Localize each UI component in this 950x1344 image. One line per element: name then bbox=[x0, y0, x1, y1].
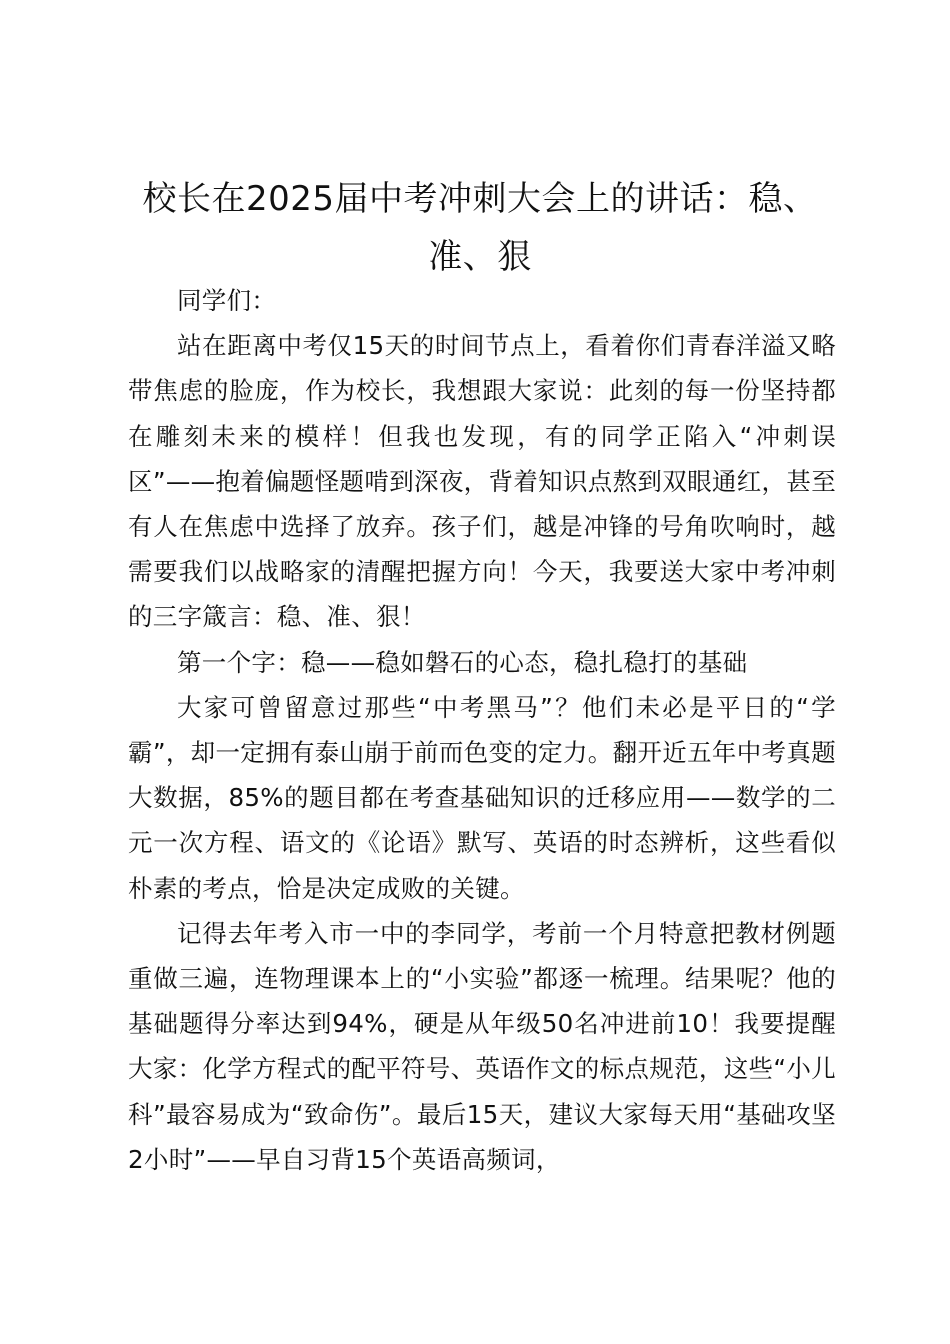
body-paragraph: 记得去年考入市一中的李同学，考前一个月特意把教材例题重做三遍，连物理课本上的“小实验”都逐一梳理。结果呢？他的基础题得分率达到94%，硬是从年级50名冲进前10！我要提醒大家：化学方程式的配平符号、英语作文的标点规范，这些“小儿科”最容易成为“致命伤”。最后15天，建议大家每天用“基础攻坚2小时”——早自习背15个英语高频词， bbox=[128, 918, 836, 1174]
section-heading-stable: 第一个字：稳——稳如磐石的心态，稳扎稳打的基础 bbox=[177, 647, 748, 677]
intro-paragraph: 站在距离中考仅15天的时间节点上，看着你们青春洋溢又略带焦虑的脸庞，作为校长，我想跟大家说：此刻的每一份坚持都在雕刻未来的模样！但我也发现，有的同学正陷入“冲刺误区”——抱着偏题怪题啃到深夜，背着知识点熬到双眼通红，甚至有人在焦虑中选择了放弃。孩子们，越是冲锋的号角吹响时，越需要我们以战略家的清醒把握方向！今天，我要送大家中考冲刺的三字箴言：稳、准、狠！ bbox=[128, 331, 836, 632]
salutation-paragraph: 同学们： bbox=[177, 286, 277, 315]
body-paragraph: 大家可曾留意过那些“中考黑马”？他们未必是平日的“学霸”，却一定拥有泰山崩于前而色变的定力。翻开近五年中考真题大数据，85%的题目都在考查基础知识的迁移应用——数学的二元一次方程、语文的《论语》默写、英语的时态辨析，这些看似朴素的考点，恰是决定成败的关键。 bbox=[128, 692, 836, 903]
document-body bbox=[128, 278, 836, 1182]
document-title: 校长在2025届中考冲刺大会上的讲话：稳、准、狠 bbox=[142, 179, 818, 277]
